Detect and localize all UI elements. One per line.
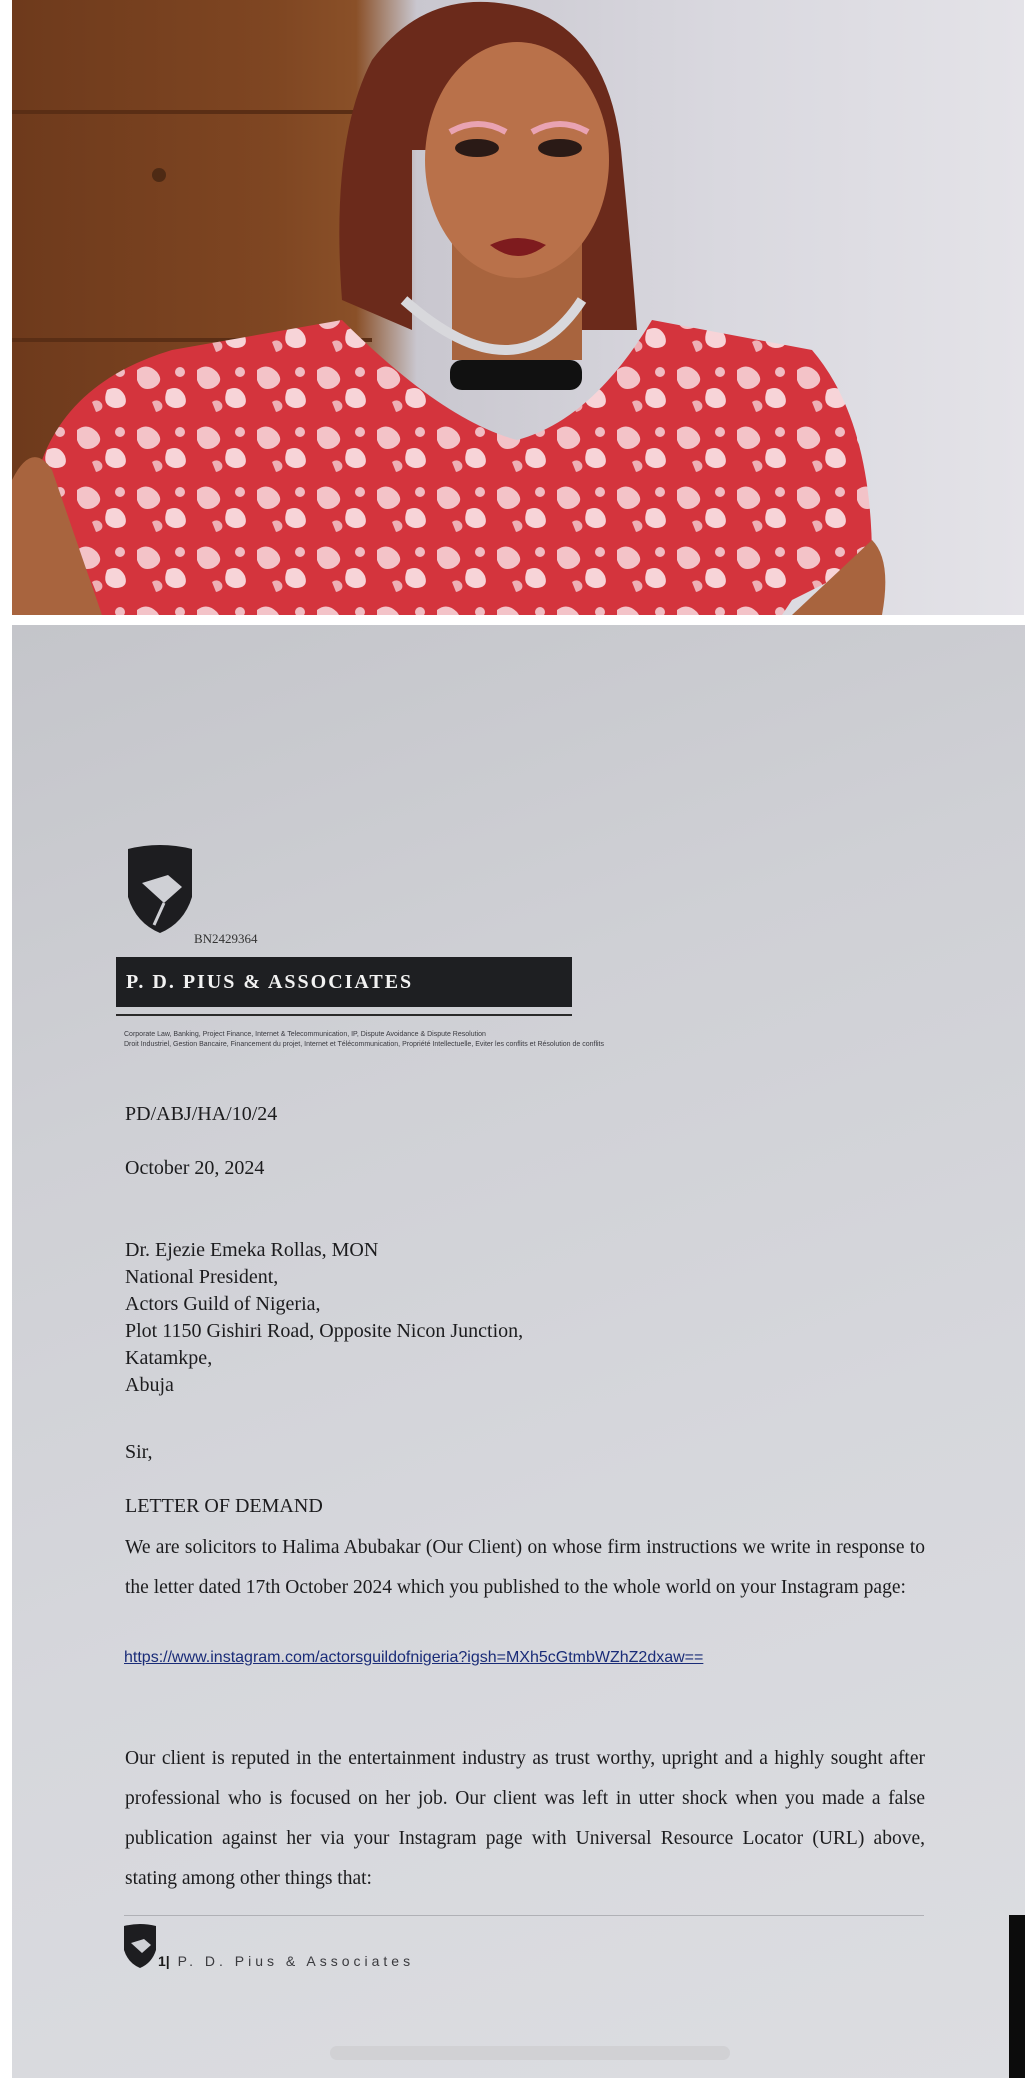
firm-name-banner: P. D. PIUS & ASSOCIATES (116, 957, 572, 1007)
addressee-line: National President, (125, 1266, 279, 1288)
letter-reference: PD/ABJ/HA/10/24 (125, 1103, 278, 1125)
addressee-line: Actors Guild of Nigeria, (125, 1293, 321, 1315)
page-footer (158, 1953, 414, 1969)
footer-crest-logo (122, 1923, 158, 1969)
image-divider (0, 615, 1025, 625)
letterhead-rule (116, 1014, 572, 1016)
paragraph-2: Our client is reputed in the entertainment industry as trust worthy, upright and a highly sought after professional who is focused on her job. Our client was left in utter shock when you made a false publication against her via your Instagram page with Universal Resource Locator (URL) above, stating among other things that: (125, 1748, 925, 1889)
addressee-line: Abuja (125, 1374, 174, 1396)
footer-separator: | (165, 1953, 170, 1969)
addressee-line: Katamkpe, (125, 1347, 213, 1369)
firm-crest-logo (124, 843, 196, 935)
salutation: Sir, (125, 1441, 153, 1463)
services-english: Corporate Law, Banking, Project Finance, Internet & Telecommunication, IP, Dispute Avoidance & Dispute Resolution (124, 1031, 486, 1038)
services-french: Droit Industriel, Gestion Bancaire, Financement du projet, Internet et Télécommunication, Propriété Intellectuelle, Eviter les conflits et Résolution de conflits (124, 1041, 604, 1048)
page-edge-shadow (1009, 1915, 1025, 2078)
letter-photo (12, 625, 1025, 2078)
portrait-photo (12, 0, 1024, 615)
home-indicator[interactable] (330, 2046, 730, 2060)
instagram-link[interactable]: https://www.instagram.com/actorsguildofnigeria?igsh=MXh5cGtmbWZhZ2dxaw== (124, 1649, 704, 1666)
letter-date: October 20, 2024 (125, 1157, 265, 1179)
page-number: 1 (158, 1953, 166, 1969)
services-list (124, 1030, 844, 1050)
addressee-line: Dr. Ejezie Emeka Rollas, MON (125, 1239, 379, 1261)
registration-number: BN2429364 (194, 931, 258, 946)
woman-portrait-illustration (12, 0, 1024, 615)
paragraph-1: We are solicitors to Halima Abubakar (Our Client) on whose firm instructions we write in response to the letter dated 17th October 2024 which you published to the whole world on your Instagram page: (125, 1537, 925, 1598)
letter-subject: LETTER OF DEMAND (125, 1495, 323, 1517)
addressee-line: Plot 1150 Gishiri Road, Opposite Nicon Junction, (125, 1320, 524, 1342)
footer-firm-name: P. D. Pius & Associates (177, 1953, 415, 1969)
footer-rule (124, 1915, 924, 1916)
